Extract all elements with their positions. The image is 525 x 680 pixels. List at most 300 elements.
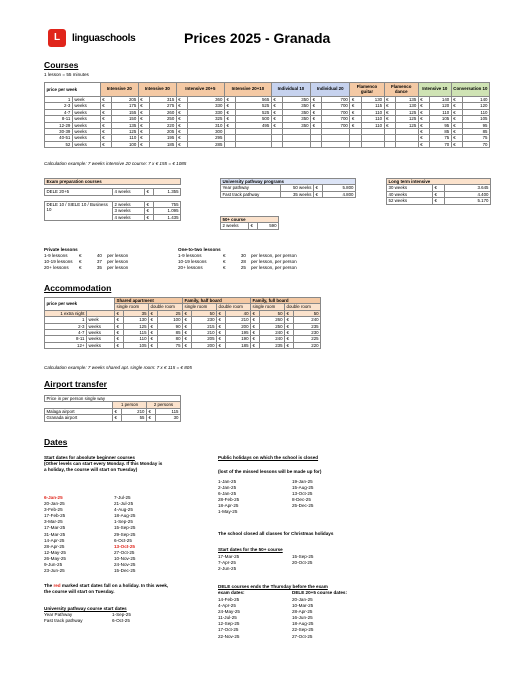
page-title: Prices 2025 - Granada — [184, 30, 331, 46]
start-date: 29-Sep-25 — [114, 531, 136, 537]
long-term-row: 30 weeks € 3.645 — [388, 185, 489, 191]
christmas-note: The school closed all classes for Christmas holidays — [218, 531, 334, 536]
courses-cell: € — [100, 109, 111, 115]
logo-badge-icon: L — [48, 29, 66, 47]
uni-start-row: Fast track pathway 6-Oct-25 — [44, 618, 130, 624]
courses-cell: € — [418, 141, 429, 147]
courses-cell: € — [418, 135, 429, 141]
accommodation-cell: 185 — [226, 342, 251, 348]
courses-cell: € — [176, 97, 187, 103]
accommodation-cell: € — [149, 310, 158, 316]
dele-course-date: 27-Oct-25 — [292, 633, 313, 639]
one-to-two-heading: One-to-two lessons — [178, 247, 221, 252]
accommodation-row — [45, 342, 321, 348]
courses-cell: 150 — [112, 116, 139, 122]
dele-course-col — [292, 597, 352, 640]
courses-cell: 260 — [150, 109, 177, 115]
courses-cell: 205 — [112, 97, 139, 103]
holidays — [218, 455, 388, 475]
courses-cell — [361, 141, 384, 147]
dele-exam-date: 4-Apr-25 — [218, 603, 236, 609]
accommodation-cell: € — [149, 317, 158, 323]
courses-cell: € — [311, 97, 322, 103]
courses-header-cell: Individual 20 — [311, 83, 350, 97]
courses-cell: € — [271, 109, 282, 115]
courses-cell: 220 — [150, 122, 177, 128]
one-to-two-row: 1-9 lessons € 30 per lesson, per person — [178, 253, 297, 259]
accommodation-cell: 80 — [158, 336, 183, 342]
courses-cell: 250 — [150, 116, 177, 122]
courses-cell: 115 — [361, 103, 384, 109]
accommodation-cell: € — [115, 329, 124, 335]
courses-cell: 75 — [430, 135, 452, 141]
courses-cell — [350, 141, 361, 147]
courses-cell: € — [350, 103, 361, 109]
start-date: 7-Jul-25 — [114, 495, 131, 500]
courses-cell: 700 — [322, 109, 350, 115]
courses-cell: € — [418, 109, 429, 115]
accommodation-cell: € — [115, 310, 124, 316]
courses-cell: € — [176, 122, 187, 128]
courses-cell: 8-11 — [45, 116, 73, 122]
courses-cell: € — [138, 135, 149, 141]
start-date: 17-Mar-25 — [44, 525, 66, 531]
courses-cell: € — [100, 103, 111, 109]
accommodation-cell: 225 — [294, 336, 321, 342]
courses-cell: € — [100, 122, 111, 128]
holiday-date: 2-Jan-25 — [218, 485, 237, 491]
courses-cell: weeks — [72, 116, 100, 122]
courses-cell: € — [311, 109, 322, 115]
courses-cell: € — [271, 116, 282, 122]
accommodation-cell: € — [183, 342, 192, 348]
courses-header-cell: Conversation 10 — [451, 83, 489, 97]
red-word: red — [53, 583, 61, 588]
start-date: 6-Jan-25 — [44, 495, 63, 500]
courses-cell: € — [271, 103, 282, 109]
university-row: Fast track pathway 35 weeks € 4.800 — [222, 191, 354, 197]
accommodation-calc-example: Calculation example: 7 weeks shared apt. single room: 7 x € 115 = € 805 — [44, 365, 192, 370]
courses-cell: 350 — [283, 103, 311, 109]
courses-header-cell: Intensive 30 — [138, 83, 176, 97]
courses-cell: week — [72, 97, 100, 103]
holiday-date: 18-Apr-25 — [218, 503, 239, 509]
courses-cell: € — [176, 109, 187, 115]
courses-cell: € — [311, 116, 322, 122]
start-date: 9-Jun-25 — [44, 562, 63, 568]
courses-cell: € — [224, 109, 235, 115]
courses-cell: 525 — [236, 103, 271, 109]
accommodation-cell: € — [149, 336, 158, 342]
courses-cell: 40-51 — [45, 135, 73, 141]
accommodation-cell: € — [251, 329, 260, 335]
dele-course-head: DELE 20+5 course dates: — [292, 590, 348, 595]
courses-cell: 185 — [150, 141, 177, 147]
fifty-start-date: 17-Mar-25 — [218, 554, 240, 559]
courses-cell: 110 — [463, 109, 490, 115]
courses-header-row — [45, 83, 490, 97]
courses-cell: 110 — [361, 116, 384, 122]
courses-cell: € — [176, 116, 187, 122]
courses-cell: 125 — [395, 109, 418, 115]
courses-cell: 70 — [430, 141, 452, 147]
courses-cell: 110 — [361, 122, 384, 128]
accommodation-subhead: single room — [251, 304, 285, 310]
courses-table — [44, 82, 490, 148]
courses-cell: 300 — [188, 128, 225, 134]
one-to-two-lessons — [178, 247, 358, 271]
holiday-date: 25-Dec-25 — [292, 503, 314, 509]
courses-cell: 85 — [463, 128, 490, 134]
accommodation-cell: 240 — [260, 329, 285, 335]
exam-prep-row: DELE 10 / SIELE 10 / Business 10 2 weeks € 755 — [45, 201, 181, 207]
holiday-date: 8-Dec-25 — [292, 497, 311, 503]
start-date: 15-Sep-25 — [114, 525, 136, 531]
accommodation-cell: week — [87, 317, 115, 323]
courses-cell: 360 — [188, 97, 225, 103]
fifty-start-date: 20-Oct-25 — [292, 560, 313, 566]
uni-start-row: Year Pathway 1-Sep-25 — [44, 612, 131, 618]
courses-cell: € — [418, 103, 429, 109]
courses-cell: € — [384, 97, 395, 103]
private-lessons-row: 10-19 lessons € 37 per lesson — [44, 259, 129, 265]
courses-header-price: price per week — [45, 83, 101, 97]
courses-cell: € — [176, 103, 187, 109]
beginner-dates-col2 — [114, 495, 174, 574]
airport-heading: Airport transfer — [44, 379, 108, 389]
accommodation-group: Family, half board — [183, 298, 251, 304]
dele-course-date: 28-Apr-25 — [292, 609, 313, 615]
accommodation-cell: 235 — [260, 342, 285, 348]
courses-calc-example: Calculation example: 7 weeks intensive 20 course: 7 x € 155 = € 1085 — [44, 161, 187, 166]
accommodation-group: Shared apartment — [115, 298, 183, 304]
start-date: 26-May-25 — [44, 555, 66, 561]
fifty-start-col1 — [218, 554, 278, 572]
courses-cell: 140 — [463, 97, 490, 103]
courses-cell: 285 — [188, 141, 225, 147]
accommodation-cell: € — [285, 342, 294, 348]
accommodation-cell: 105 — [124, 342, 149, 348]
courses-cell: 350 — [283, 116, 311, 122]
start-date: 6-Oct-25 — [114, 537, 132, 543]
airport-table — [44, 395, 181, 422]
dele-course-date: 22-Sep-25 — [292, 627, 314, 633]
dele-dates-title: DELE courses ends the Thursday before the exam — [218, 584, 328, 589]
accommodation-cell: € — [285, 317, 294, 323]
accommodation-cell: 240 — [260, 336, 285, 342]
start-date: 12-May-25 — [44, 549, 66, 555]
courses-cell: 700 — [322, 103, 350, 109]
courses-cell: € — [350, 109, 361, 115]
accommodation-cell: € — [149, 323, 158, 329]
accommodation-cell: 240 — [294, 317, 321, 323]
courses-cell: € — [176, 128, 187, 134]
courses-cell: 195 — [150, 135, 177, 141]
courses-cell: 4-7 — [45, 109, 73, 115]
courses-cell: 700 — [322, 116, 350, 122]
holiday-date: 28-Feb-25 — [218, 497, 240, 503]
holidays-title: Public holidays on which the school is closed — [218, 455, 319, 460]
one-to-two-row: 10-19 lessons € 28 per lesson, per person — [178, 259, 297, 265]
exam-prep-row: 3 weeks € 1.095 — [114, 208, 179, 214]
courses-cell: € — [138, 116, 149, 122]
courses-cell: € — [350, 116, 361, 122]
accommodation-cell: 12+ — [45, 342, 87, 348]
courses-cell: € — [271, 122, 282, 128]
courses-cell: 130 — [361, 97, 384, 103]
courses-cell: € — [224, 116, 235, 122]
courses-header-cell: Intensive 10 — [418, 83, 451, 97]
accommodation-cell: 250 — [260, 323, 285, 329]
courses-cell — [395, 141, 418, 147]
dele-course-date: 18-Aug-25 — [292, 621, 314, 627]
courses-cell — [384, 141, 395, 147]
start-date: 3-Mar-25 — [44, 519, 63, 525]
accommodation-cell: 4-7 — [45, 329, 87, 335]
courses-cell: € — [224, 103, 235, 109]
courses-cell: 205 — [150, 128, 177, 134]
courses-cell: 125 — [395, 122, 418, 128]
courses-header-cell: Intensive 20+5 — [176, 83, 224, 97]
holiday-date: 15-Aug-25 — [292, 485, 314, 491]
accommodation-table — [44, 297, 321, 349]
courses-cell: € — [138, 122, 149, 128]
courses-cell: € — [271, 97, 282, 103]
courses-cell: € — [418, 97, 429, 103]
accommodation-cell: 190 — [226, 336, 251, 342]
courses-cell: € — [138, 141, 149, 147]
courses-cell: € — [224, 97, 235, 103]
holiday-date: 13-Oct-25 — [292, 491, 313, 497]
accommodation-cell: € — [251, 310, 260, 316]
accommodation-cell: weeks — [87, 323, 115, 329]
courses-cell: € — [451, 122, 462, 128]
fifty-plus-table — [220, 216, 279, 230]
airport-row: Granada airport € 55 € 30 — [46, 415, 179, 421]
courses-header-cell: Intensive 20 — [100, 83, 138, 97]
accommodation-cell: € — [217, 317, 226, 323]
courses-cell: weeks — [72, 103, 100, 109]
accommodation-cell: € — [217, 329, 226, 335]
courses-cell: 325 — [188, 116, 225, 122]
fifty-start-date: 7-Apr-25 — [218, 560, 236, 566]
courses-cell: € — [384, 103, 395, 109]
airport-row: Malaga airport € 210 € 115 — [46, 408, 179, 414]
courses-header-cell: Flamenco dance — [384, 83, 418, 97]
accommodation-heading: Accommodation — [44, 283, 112, 293]
courses-cell: € — [418, 128, 429, 134]
university-row: Year pathway 50 weeks € 5.800 — [222, 185, 354, 191]
long-term-row: 52 weeks € 5.170 — [388, 198, 489, 204]
courses-cell: € — [138, 128, 149, 134]
private-lessons — [44, 247, 184, 271]
accommodation-cell: 200 — [226, 323, 251, 329]
start-date: 18-Aug-25 — [114, 513, 136, 519]
accommodation-cell: € — [251, 317, 260, 323]
accommodation-cell: € — [217, 336, 226, 342]
courses-cell: 105 — [463, 116, 490, 122]
courses-cell: € — [451, 103, 462, 109]
accommodation-cell: 75 — [158, 342, 183, 348]
accommodation-cell: € — [115, 336, 124, 342]
courses-cell: € — [100, 116, 111, 122]
courses-cell: 350 — [283, 122, 311, 128]
courses-cell: 315 — [150, 97, 177, 103]
courses-cell: 330 — [188, 103, 225, 109]
courses-cell: 120 — [430, 103, 452, 109]
courses-cell — [271, 141, 282, 147]
courses-cell: 700 — [322, 97, 350, 103]
start-date: 10-Nov-25 — [114, 555, 136, 561]
start-date: 27-Oct-25 — [114, 549, 135, 555]
dele-course-date: 10-Mar-25 — [292, 603, 314, 609]
university-table — [220, 178, 356, 198]
accommodation-cell: 90 — [158, 323, 183, 329]
start-date: 1-Sep-25 — [114, 519, 133, 525]
courses-cell: 30-39 — [45, 128, 73, 134]
courses-header-cell: Individual 10 — [271, 83, 310, 97]
courses-cell: weeks — [72, 135, 100, 141]
courses-cell: 140 — [430, 97, 452, 103]
holidays-col2 — [292, 479, 352, 509]
accommodation-cell: 235 — [294, 323, 321, 329]
holidays-col1 — [218, 479, 278, 516]
courses-cell: 125 — [395, 116, 418, 122]
accommodation-cell: 1 extra night — [45, 310, 87, 316]
accommodation-cell: 215 — [192, 323, 217, 329]
university-heading: University pathway programs — [221, 179, 356, 185]
courses-cell: 95 — [463, 122, 490, 128]
dele-course-date: 20-Jan-25 — [292, 597, 313, 602]
courses-cell: € — [451, 135, 462, 141]
courses-cell: € — [311, 122, 322, 128]
accommodation-cell: 220 — [294, 342, 321, 348]
accommodation-cell: € — [183, 323, 192, 329]
courses-cell: 500 — [236, 116, 271, 122]
holiday-date: 1-May-25 — [218, 509, 238, 515]
exam-prep-heading: Exam preparation courses — [45, 179, 181, 185]
start-date: 24-Nov-25 — [114, 562, 136, 568]
dele-exam-col — [218, 597, 278, 640]
logo — [44, 28, 164, 48]
courses-header-cell: Flamenco guitar — [350, 83, 384, 97]
courses-cell: € — [451, 97, 462, 103]
accommodation-cell: € — [149, 329, 158, 335]
accommodation-cell: 260 — [260, 317, 285, 323]
accommodation-cell: € — [285, 336, 294, 342]
courses-cell: 125 — [112, 128, 139, 134]
courses-cell: 120 — [463, 103, 490, 109]
beginner-start-note: (Other levels can start every Monday. If this Monday is a holiday, the course will start on Tuesday) — [44, 461, 163, 473]
courses-cell: € — [100, 135, 111, 141]
courses-cell: € — [350, 97, 361, 103]
holiday-date: 1-Jan-25 — [218, 479, 237, 484]
beginner-start-dates — [44, 455, 209, 473]
accommodation-cell: 50 — [294, 310, 321, 316]
courses-cell: € — [384, 116, 395, 122]
start-date: 20-Jan-25 — [44, 501, 65, 507]
accommodation-cell: € — [183, 329, 192, 335]
start-date: 15-Dec-25 — [114, 568, 136, 574]
accommodation-cell: 50 — [260, 310, 285, 316]
long-term-row: 40 weeks € 4.400 — [388, 191, 489, 197]
courses-cell: 85 — [430, 128, 452, 134]
courses-cell: 2-3 — [45, 103, 73, 109]
courses-cell: 110 — [361, 109, 384, 115]
accommodation-price-label: price per week — [45, 298, 115, 311]
courses-cell: weeks — [72, 141, 100, 147]
private-lessons-row: 1-9 lessons € 40 per lesson — [44, 253, 129, 259]
accommodation-cell: 125 — [124, 323, 149, 329]
fifty-start-col2 — [292, 554, 352, 566]
accommodation-cell: 40 — [226, 310, 251, 316]
beginner-dates-col1 — [44, 495, 104, 574]
courses-cell: € — [384, 122, 395, 128]
dele-course-date: 16-Jun-25 — [292, 615, 313, 621]
courses-cell: € — [311, 103, 322, 109]
lesson-note: 1 lesson = 55 minutes — [44, 72, 89, 77]
accommodation-cell: € — [285, 310, 294, 316]
long-term-table — [386, 178, 491, 205]
private-lessons-row: 20+ lessons € 35 per lesson — [44, 265, 129, 271]
courses-cell: € — [418, 122, 429, 128]
holiday-date: 19-Jan-25 — [292, 479, 313, 484]
accommodation-subhead: double room — [149, 304, 183, 310]
courses-cell: 110 — [430, 109, 452, 115]
courses-cell: 100 — [112, 141, 139, 147]
holidays-note: (lost of the missed lessons will be made up for) — [218, 469, 322, 475]
start-date: 13-Oct-25 — [114, 543, 135, 549]
courses-cell: 12-29 — [45, 122, 73, 128]
dele-exam-date: 22-Nov-25 — [218, 633, 240, 639]
courses-header-cell: Intensive 20+10 — [224, 83, 271, 97]
courses-cell: 275 — [150, 103, 177, 109]
airport-col: 2 persons — [147, 402, 181, 408]
courses-cell: € — [100, 141, 111, 147]
accommodation-cell: 230 — [192, 317, 217, 323]
accommodation-cell: 35 — [124, 310, 149, 316]
start-date: 17-Feb-25 — [44, 513, 66, 519]
courses-cell: 295 — [188, 135, 225, 141]
courses-cell: 565 — [236, 97, 271, 103]
courses-cell: 330 — [188, 109, 225, 115]
dele-exam-date: 24-May-25 — [218, 609, 240, 615]
courses-cell: 110 — [112, 135, 139, 141]
accommodation-subhead: single room — [115, 304, 149, 310]
courses-cell: € — [100, 97, 111, 103]
courses-cell: € — [451, 116, 462, 122]
courses-heading: Courses — [44, 60, 79, 70]
fifty-start-date: 2-Jun-25 — [218, 566, 237, 572]
one-to-two-row: 20+ lessons € 25 per lesson, per person — [178, 265, 297, 271]
accommodation-cell: 210 — [192, 329, 217, 335]
courses-cell: 700 — [322, 122, 350, 128]
accommodation-cell: € — [183, 310, 192, 316]
private-lessons-heading: Private lessons — [44, 247, 78, 252]
courses-cell: 70 — [463, 141, 490, 147]
accommodation-cell: € — [285, 323, 294, 329]
courses-cell: 52 — [45, 141, 73, 147]
courses-cell: 495 — [236, 122, 271, 128]
accommodation-cell: 115 — [124, 329, 149, 335]
courses-cell — [224, 141, 235, 147]
courses-cell: € — [451, 109, 462, 115]
accommodation-cell: € — [251, 323, 260, 329]
courses-cell: 350 — [283, 109, 311, 115]
accommodation-cell: 50 — [192, 310, 217, 316]
courses-cell: € — [138, 109, 149, 115]
courses-cell: weeks — [72, 109, 100, 115]
